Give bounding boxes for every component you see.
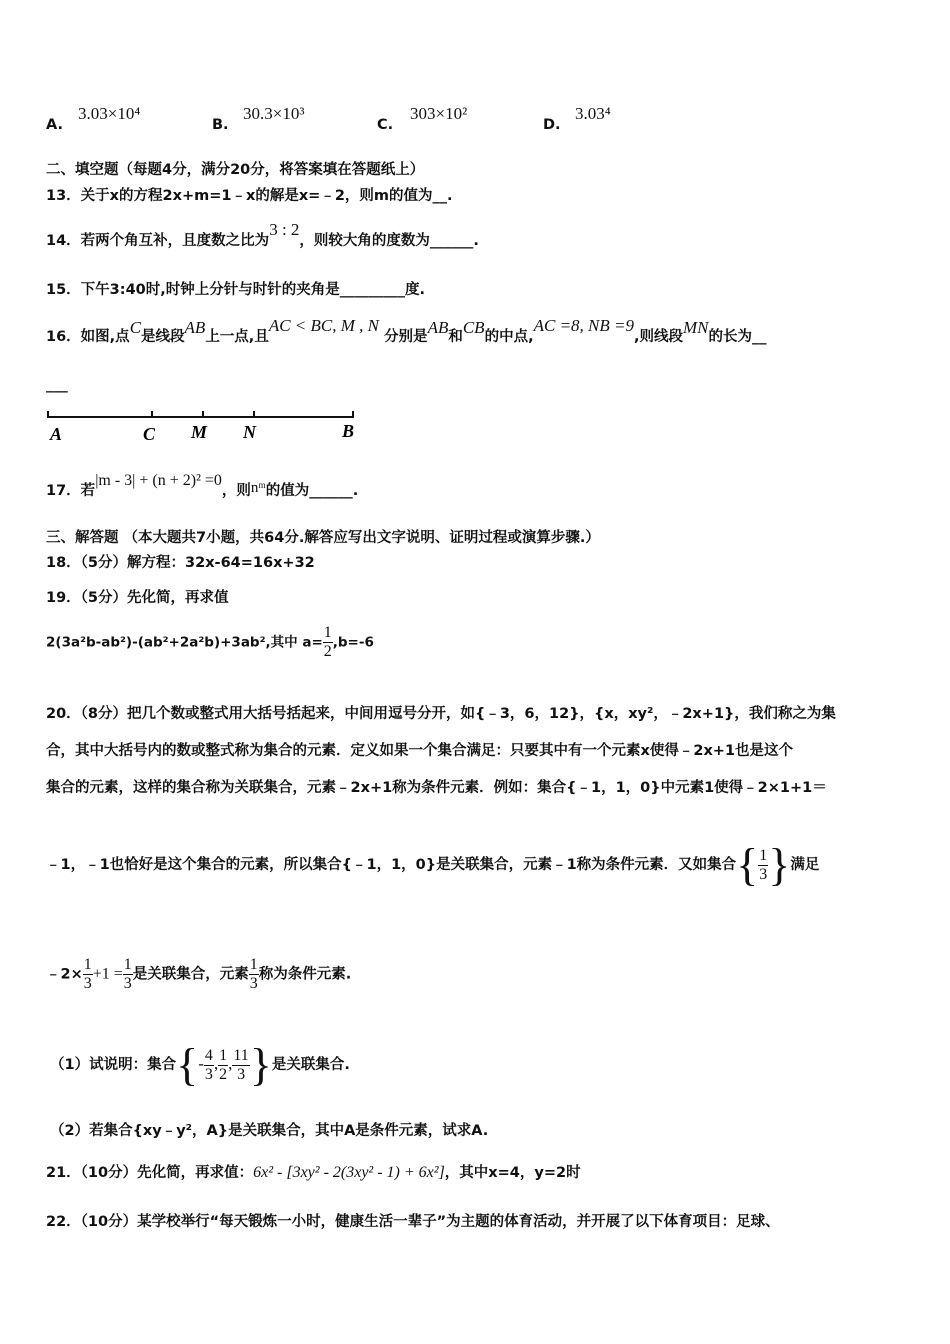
question-17 — [46, 472, 359, 501]
question-18: 18．（5分）解方程：32x-64=16x+32 — [46, 555, 315, 571]
q16-segment-ab: AB — [184, 318, 206, 337]
question-21 — [46, 1163, 581, 1183]
question-16 — [46, 316, 767, 347]
q20-line4-text: ﹣1，﹣1也恰好是这个集合的元素，所以集合{﹣1，1，0}是关联集合，元素﹣1称为条件元素．又如集合 — [46, 857, 737, 873]
q17-expression: |m - 3| + (n + 2)² =0 — [95, 472, 222, 489]
fraction-denominator: 3 — [83, 975, 92, 992]
option-b-label: B. — [212, 117, 229, 133]
figure-label-n: N — [243, 422, 256, 442]
fraction-denominator: 2 — [323, 643, 332, 660]
option-c-value: 303×10² — [410, 104, 468, 123]
fraction-numerator: 1 — [83, 956, 92, 973]
q17-pre: 17．若 — [46, 483, 96, 499]
q20-line4-fraction — [758, 847, 768, 884]
fraction-denominator: 3 — [123, 975, 132, 992]
question-20-line3: 集合的元素，这样的集合称为关联集合，元素﹣2x+1称为条件元素．例如：集合{﹣1，1，0}中元素1使得﹣2×1+1＝ — [46, 780, 827, 796]
comma: , — [213, 1054, 219, 1073]
q17-mid: ，则 — [221, 483, 251, 499]
question-22: 22．（10分）某学校举行“每天锻炼一小时，健康生活一辈子”为主题的体育活动，并开展了以下体育项目：足球、 — [46, 1214, 780, 1230]
question-20-line4 — [46, 839, 820, 890]
q20-p1-fraction1 — [204, 1047, 214, 1084]
q17-n-power-m: nᵐ — [250, 480, 266, 496]
q16-continuation: ___ — [46, 377, 68, 393]
figure-label-a: A — [50, 424, 63, 444]
q16-text: 是线段 — [141, 329, 185, 345]
q14-ratio: 3 : 2 — [269, 220, 300, 239]
q20-p1-pre: （1）试说明：集合 — [50, 1057, 177, 1073]
q20-line5-pre: ﹣2× — [46, 966, 83, 983]
question-15: 15．下午3:40时,时钟上分针与时针的夹角是_________度. — [46, 282, 426, 298]
q19-expr: 2(3a²b-ab²)-(ab²+2a²b)+3ab²,其中 a= — [46, 634, 323, 651]
question-20-line5 — [46, 956, 351, 993]
question-20-line2: 合，其中大括号内的数或整式称为集合的元素．定义如果一个集合满足：只要其中有一个元素x使得﹣2x+1也是这个 — [46, 743, 794, 759]
minus-sign: - — [198, 1054, 204, 1073]
q21-expression: 6x² - [3xy² - 2(3xy² - 1) + 6x²] — [253, 1164, 445, 1181]
question-14 — [46, 220, 479, 251]
option-b-value: 30.3×10³ — [243, 104, 305, 123]
q17-post: 的值为______. — [265, 483, 359, 499]
fraction-denominator: 2 — [219, 1065, 228, 1083]
fraction-numerator: 4 — [204, 1046, 213, 1064]
q16-values: AC =8, NB =9 — [533, 316, 634, 335]
q16-segment-mn: MN — [683, 318, 709, 337]
option-a-value: 3.03×10⁴ — [78, 104, 141, 123]
q16-text: ,则线段 — [633, 329, 683, 345]
q19-post: ,b=-6 — [332, 634, 374, 651]
section3-heading: 三、解答题 （本大题共7小题，共64分.解答应写出文字说明、证明过程或演算步骤.） — [46, 530, 600, 546]
q20-p1-fraction2 — [218, 1047, 228, 1084]
question-19-expression — [46, 624, 374, 661]
comma: , — [228, 1054, 233, 1073]
right-brace: } — [249, 1039, 272, 1090]
right-brace: } — [768, 839, 791, 890]
q20-line5-text: 称为条件元素. — [258, 966, 352, 983]
q14-post: ，则较大角的度数为______. — [299, 233, 479, 249]
left-brace: { — [176, 1039, 199, 1090]
fraction-numerator: 1 — [219, 1046, 228, 1064]
q20-line5-text: 是关联集合，元素 — [132, 966, 249, 983]
section2-heading: 二、填空题（每题4分，满分20分，将答案填在答题纸上） — [46, 162, 425, 178]
q21-post: ，其中x=4，y=2时 — [444, 1165, 581, 1181]
fraction-numerator: 1 — [323, 624, 332, 641]
question-13: 13．关于x的方程2x+m=1﹣x的解是x=﹣2，则m的值为__. — [46, 188, 453, 204]
q20-p1-post: 是关联集合. — [271, 1057, 350, 1073]
option-c-label: C. — [377, 117, 394, 133]
fraction-numerator: 1 — [759, 846, 768, 864]
q20-line5-mid: +1 = — [92, 965, 123, 983]
figure-label-c: C — [143, 424, 156, 444]
question-20-line1: 20．（8分）把几个数或整式用大括号括起来，中间用逗号分开，如{﹣3，6，12}，{x，xy²，﹣2x+1}，我们称之为集 — [46, 706, 836, 722]
q19-fraction — [323, 624, 333, 661]
figure-label-b: B — [342, 421, 355, 441]
q20-p1-fraction3 — [232, 1047, 249, 1084]
option-a-label: A. — [46, 117, 63, 133]
q16-text: 的长为__ — [708, 329, 767, 345]
fraction-denominator: 3 — [249, 975, 258, 992]
q20-line5-fraction2 — [123, 956, 133, 993]
q16-condition: AC < BC, M , N — [268, 316, 379, 335]
option-d-value: 3.03⁴ — [575, 104, 611, 123]
left-brace: { — [736, 839, 759, 890]
q16-pre: 16．如图,点 — [46, 329, 130, 345]
segment-figure — [40, 405, 370, 447]
fraction-numerator: 1 — [123, 956, 132, 973]
q16-point-c: C — [129, 318, 142, 337]
q14-pre: 14．若两个角互补，且度数之比为 — [46, 233, 270, 249]
q21-pre: 21．（10分）先化简，再求值： — [46, 1165, 254, 1181]
fraction-numerator: 1 — [249, 956, 258, 973]
fraction-denominator: 3 — [759, 865, 768, 883]
figure-label-m: M — [191, 422, 208, 442]
q16-segment-ab2: AB — [427, 318, 449, 337]
q16-text: 和 — [448, 329, 463, 345]
q16-text: 分别是 — [384, 329, 428, 345]
question-20-part1 — [50, 1039, 350, 1090]
q20-line4-post: 满足 — [790, 857, 820, 873]
q20-line5-fraction1 — [83, 956, 93, 993]
question-19-title: 19．（5分）先化简，再求值 — [46, 590, 229, 606]
fraction-numerator: 11 — [233, 1046, 249, 1064]
q20-line5-fraction3 — [249, 956, 259, 993]
q16-text: 上一点,且 — [205, 329, 269, 345]
fraction-denominator: 3 — [204, 1065, 213, 1083]
option-d-label: D. — [543, 117, 561, 133]
fraction-denominator: 3 — [237, 1065, 246, 1083]
question-20-part2: （2）若集合{xy﹣y²，A}是关联集合，其中A是条件元素，试求A. — [50, 1123, 489, 1139]
q16-text: 的中点, — [484, 329, 534, 345]
q16-segment-cb: CB — [462, 318, 485, 337]
